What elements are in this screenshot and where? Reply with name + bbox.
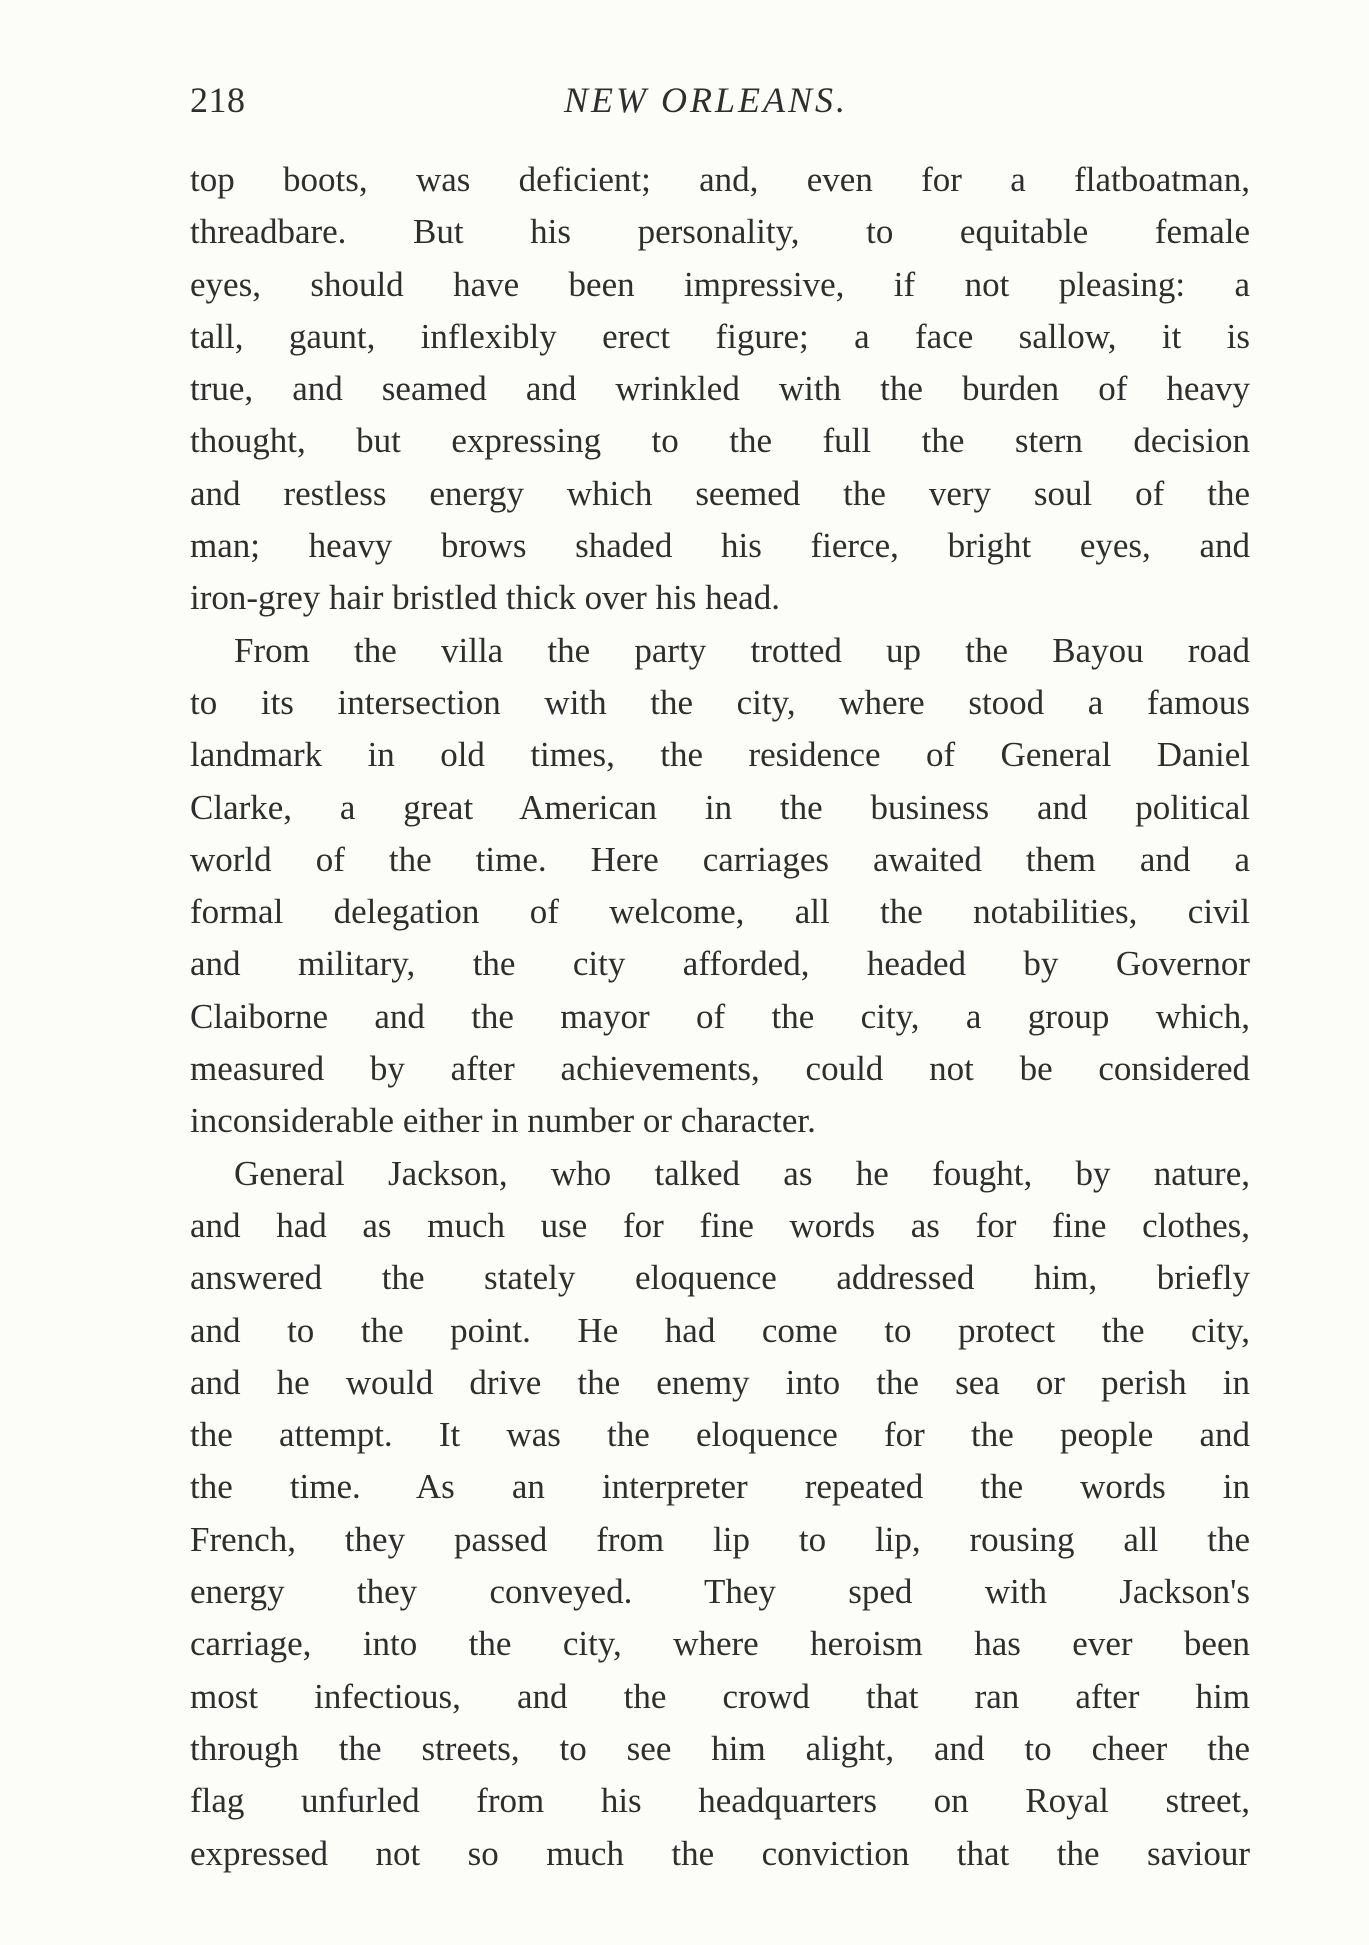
text-line: and to the point. He had come to protect the city, — [190, 1310, 1250, 1350]
text-line: inconsiderable either in number or character. — [190, 1101, 816, 1141]
text-line: measured by after achievements, could not be considered — [190, 1049, 1250, 1089]
text-line: flag unfurled from his headquarters on Royal street, — [190, 1781, 1250, 1821]
text-line: carriage, into the city, where heroism has ever been — [190, 1624, 1250, 1664]
text-line: energy they conveyed. They sped with Jackson's — [190, 1572, 1250, 1612]
running-title: NEW ORLEANS. — [564, 80, 848, 120]
text-line: and military, the city afforded, headed by Governor — [190, 944, 1250, 984]
text-line: top boots, was deficient; and, even for a flatboatman, — [190, 160, 1250, 199]
text-line: Claiborne and the mayor of the city, a group which, — [190, 996, 1250, 1036]
paragraph-1 — [190, 154, 1250, 625]
text-line: threadbare. But his personality, to equitable female — [190, 212, 1250, 252]
text-line: and had as much use for fine words as for fine clothes, — [190, 1205, 1250, 1245]
text-line: General Jackson, who talked as he fought, by nature, — [234, 1153, 1250, 1193]
text-line: most infectious, and the crowd that ran after him — [190, 1676, 1250, 1716]
text-line: man; heavy brows shaded his fierce, bright eyes, and — [190, 526, 1250, 566]
text-line: and restless energy which seemed the very soul of the — [190, 473, 1250, 513]
text-line: expressed not so much the conviction that the saviour — [190, 1833, 1250, 1873]
text-line: true, and seamed and wrinkled with the burden of heavy — [190, 369, 1250, 409]
text-line: through the streets, to see him alight, and to cheer the — [190, 1728, 1250, 1768]
text-line: French, they passed from lip to lip, rousing all the — [190, 1519, 1250, 1559]
body-text — [190, 154, 1250, 1880]
text-line: iron-grey hair bristled thick over his head. — [190, 578, 780, 618]
page-number: 218 — [190, 80, 246, 120]
text-line: formal delegation of welcome, all the notabilities, civil — [190, 892, 1250, 932]
paragraph-2 — [190, 625, 1250, 1148]
text-line: thought, but expressing to the full the stern decision — [190, 421, 1250, 461]
text-line: landmark in old times, the residence of General Daniel — [190, 735, 1250, 775]
text-line: answered the stately eloquence addressed him, briefly — [190, 1258, 1250, 1298]
text-line: world of the time. Here carriages awaited them and a — [190, 839, 1250, 879]
text-line: to its intersection with the city, where stood a famous — [190, 682, 1250, 722]
page-header — [190, 72, 1250, 128]
paragraph-3 — [190, 1148, 1250, 1880]
text-line: From the villa the party trotted up the Bayou road — [234, 630, 1250, 670]
text-line: Clarke, a great American in the business and political — [190, 787, 1250, 827]
text-line: the time. As an interpreter repeated the words in — [190, 1467, 1250, 1507]
text-line: tall, gaunt, inflexibly erect figure; a face sallow, it is — [190, 316, 1250, 356]
text-line: the attempt. It was the eloquence for the people and — [190, 1415, 1250, 1455]
text-line: and he would drive the enemy into the sea or perish in — [190, 1362, 1250, 1402]
text-line: eyes, should have been impressive, if not pleasing: a — [190, 264, 1250, 304]
